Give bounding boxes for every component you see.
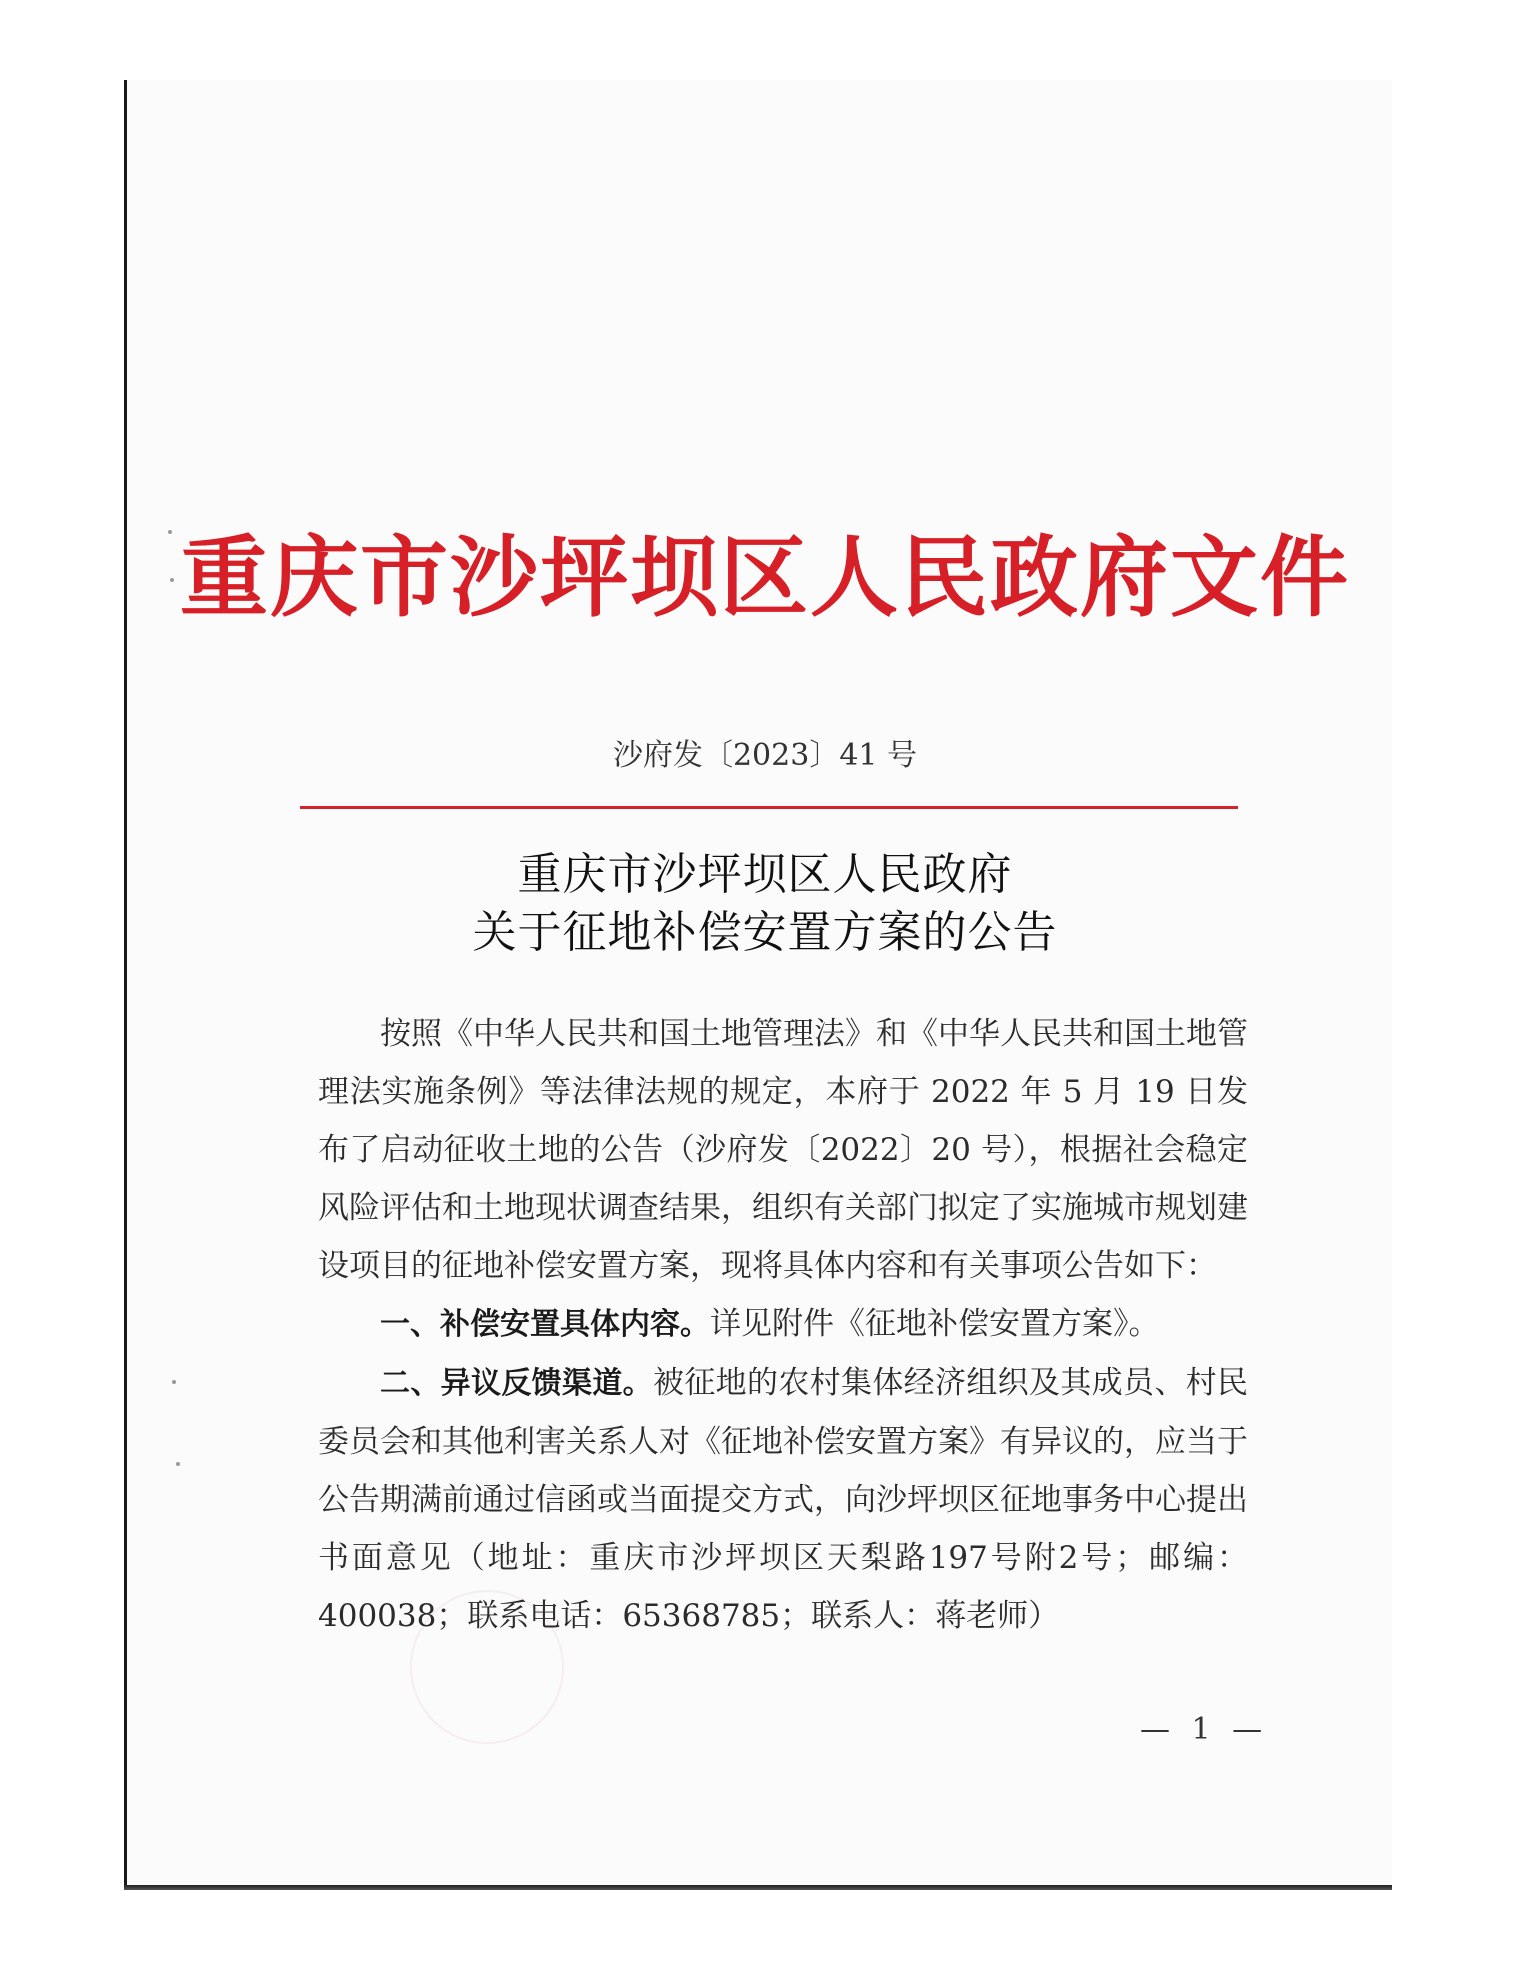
red-separator-line xyxy=(300,806,1238,809)
issuing-authority-header: 重庆市沙坪坝区人民政府文件 xyxy=(179,526,1350,629)
scan-speck xyxy=(172,1380,176,1384)
section-2-heading: 二、异议反馈渠道。 xyxy=(380,1366,653,1401)
document-body xyxy=(318,1005,1248,1645)
page-number: — 1 — xyxy=(1140,1712,1269,1747)
document-title-line-2: 关于征地补偿安置方案的公告 xyxy=(472,907,1058,958)
intro-paragraph: 按照《中华人民共和国土地管理法》和《中华人民共和国土地管理法实施条例》等法律法规的规定，本府于 2022 年 5 月 19 日发布了启动征收土地的公告（沙府发〔2022〕20 号），根据社会稳定风险评估和土地现状调查结果，组织有关部门拟定了实施城市规划建设项目的征地补偿安置方案，现将具体内容和有关事项公告如下： xyxy=(318,1016,1248,1284)
section-2-text: 被征地的农村集体经济组织及其成员、村民委员会和其他利害关系人对《征地补偿安置方案》有异议的，应当于公告期满前通过信函或当面提交方式，向沙坪坝区征地事务中心提出书面意见（地址：重庆市沙坪坝区天梨路197号附2号；邮编：400038；联系电话：65368785；联系人：蒋老师） xyxy=(318,1365,1248,1634)
document-number: 沙府发〔2023〕41 号 xyxy=(612,738,918,773)
scan-bottom-edge xyxy=(124,1885,1392,1890)
section-2-paragraph xyxy=(318,1354,1248,1645)
document-title-line-1: 重庆市沙坪坝区人民政府 xyxy=(517,849,1013,900)
section-1-paragraph xyxy=(318,1295,1248,1354)
scan-speck xyxy=(176,1462,180,1466)
section-1-heading: 一、补偿安置具体内容。 xyxy=(380,1307,710,1342)
section-1-text: 详见附件《征地补偿安置方案》。 xyxy=(710,1306,1160,1342)
